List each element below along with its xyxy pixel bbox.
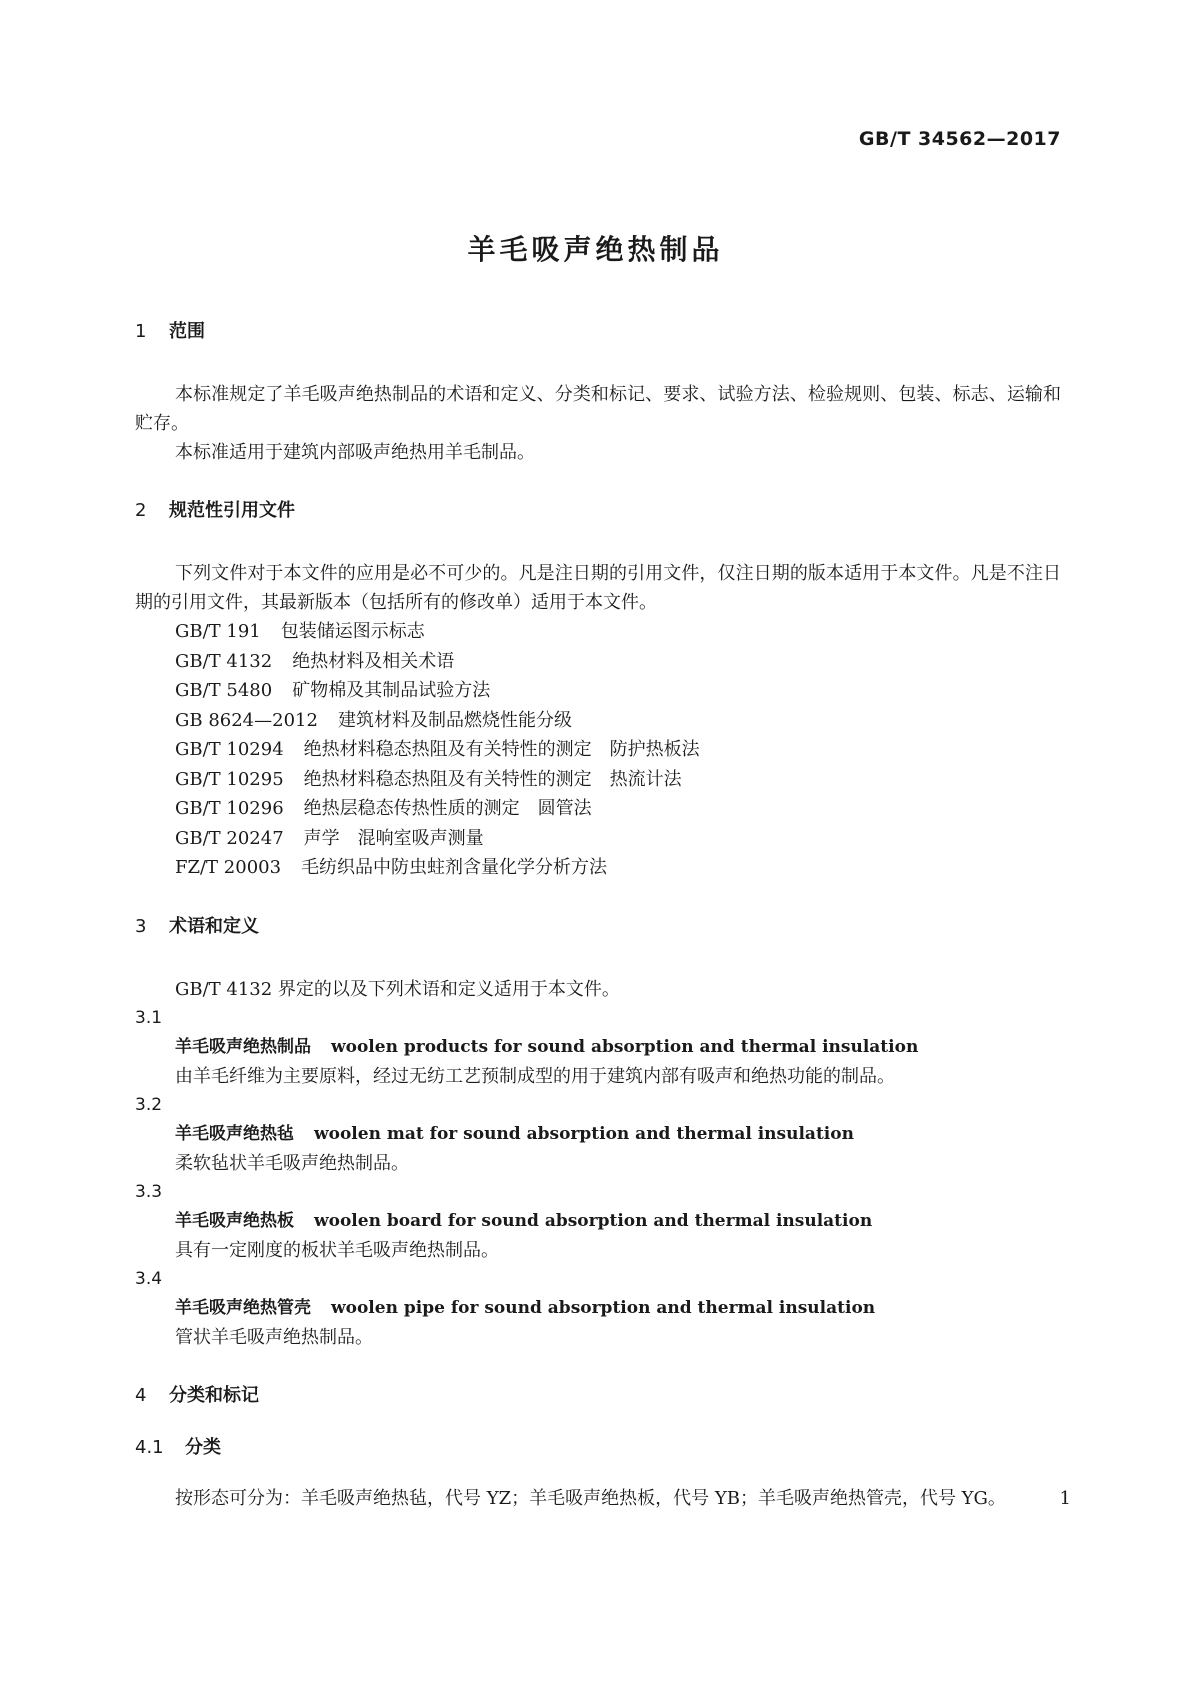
reference-title: 毛纺织品中防虫蛀剂含量化学分析方法 [301, 857, 608, 878]
term-title [135, 1294, 1061, 1323]
term-definition: 管状羊毛吸声绝热制品。 [175, 1326, 373, 1348]
reference-item [135, 853, 1061, 883]
section-number: 3 [135, 915, 147, 937]
paragraph: 下列文件对于本文件的应用是必不可少的。凡是注日期的引用文件，仅注日期的版本适用于本文件。凡是不注日期的引用文件，其最新版本（包括所有的修改单）适用于本文件。 [135, 563, 1061, 613]
reference-title: 矿物棉及其制品试验方法 [292, 680, 491, 701]
section-number: 2 [135, 500, 147, 521]
term-chinese: 羊毛吸声绝热制品 [175, 1036, 311, 1057]
section-heading [135, 913, 1061, 941]
term-number: 3.2 [135, 1094, 163, 1115]
reference-item [135, 706, 1061, 736]
term-definition: 具有一定刚度的板状羊毛吸声绝热制品。 [175, 1239, 499, 1261]
term-entry [135, 1004, 1061, 1091]
reference-code: FZ/T 20003 [175, 857, 282, 878]
reference-code: GB/T 4132 [175, 650, 273, 672]
subsection-heading [135, 1434, 1061, 1462]
reference-title: 声学 混响室吸声测量 [303, 827, 484, 849]
reference-item [135, 735, 1061, 765]
paragraph: GB/T 4132 界定的以及下列术语和定义适用于本文件。 [175, 978, 620, 1000]
term-definition: 柔软毡状羊毛吸声绝热制品。 [175, 1152, 409, 1174]
section-number: 1 [135, 321, 147, 342]
reference-item [135, 794, 1061, 824]
reference-title: 绝热材料及相关术语 [292, 650, 455, 672]
term-title [135, 1120, 1061, 1149]
term-chinese: 羊毛吸声绝热管壳 [175, 1297, 311, 1318]
term-chinese: 羊毛吸声绝热毡 [175, 1123, 294, 1144]
term-title [135, 1033, 1061, 1062]
section-heading [135, 497, 1061, 525]
reference-code: GB/T 10296 [175, 798, 284, 819]
paragraph: 本标准适用于建筑内部吸声绝热用羊毛制品。 [175, 442, 535, 463]
reference-code: GB/T 20247 [175, 827, 284, 849]
document-title: 羊毛吸声绝热制品 [467, 233, 724, 266]
document-body [135, 318, 1061, 1513]
term-english: woolen products for sound absorption and thermal insulation [331, 1036, 919, 1057]
reference-code: GB/T 191 [175, 621, 261, 642]
section-number: 4 [135, 1384, 147, 1406]
section-heading [135, 318, 1061, 346]
term-entry [135, 1265, 1061, 1352]
paragraph: 本标准规定了羊毛吸声绝热制品的术语和定义、分类和标记、要求、试验方法、检验规则、包装、标志、运输和贮存。 [135, 384, 1061, 434]
reference-item [135, 824, 1061, 854]
reference-code: GB/T 10295 [175, 768, 284, 790]
reference-item [135, 617, 1061, 647]
reference-title: 绝热层稳态传热性质的测定 圆管法 [303, 798, 592, 819]
term-entry [135, 1178, 1061, 1265]
page-number: 1 [1059, 1488, 1071, 1509]
term-definition: 由羊毛纤维为主要原料，经过无纺工艺预制成型的用于建筑内部有吸声和绝热功能的制品。 [175, 1065, 895, 1087]
term-english: woolen pipe for sound absorption and thermal insulation [331, 1297, 876, 1318]
term-title [135, 1207, 1061, 1236]
reference-title: 包装储运图示标志 [280, 621, 425, 642]
reference-code: GB 8624—2012 [175, 709, 318, 731]
reference-code: GB/T 5480 [175, 680, 273, 701]
term-english: woolen board for sound absorption and thermal insulation [314, 1210, 873, 1231]
subsection-number: 4.1 [135, 1436, 164, 1458]
reference-item [135, 676, 1061, 706]
term-english: woolen mat for sound absorption and thermal insulation [314, 1123, 854, 1144]
reference-title: 绝热材料稳态热阻及有关特性的测定 防护热板法 [303, 739, 700, 760]
paragraph: 按形态可分为：羊毛吸声绝热毡，代号 YZ；羊毛吸声绝热板，代号 YB；羊毛吸声绝热管壳，代号 YG。 [175, 1487, 1006, 1509]
reference-code: GB/T 10294 [175, 739, 284, 760]
term-number: 3.3 [135, 1181, 163, 1202]
term-chinese: 羊毛吸声绝热板 [175, 1210, 294, 1231]
standard-number: GB/T 34562—2017 [858, 128, 1061, 150]
section-heading [135, 1382, 1061, 1410]
reference-item [135, 647, 1061, 677]
reference-title: 建筑材料及制品燃烧性能分级 [337, 709, 572, 731]
reference-list [135, 617, 1061, 883]
section-title: 规范性引用文件 [169, 500, 295, 521]
section-title: 分类和标记 [169, 1384, 259, 1406]
term-number: 3.4 [135, 1268, 163, 1289]
term-entry [135, 1091, 1061, 1178]
reference-item [135, 765, 1061, 795]
section-title: 术语和定义 [169, 915, 259, 937]
subsection-title: 分类 [185, 1436, 221, 1458]
term-number: 3.1 [135, 1007, 163, 1028]
reference-title: 绝热材料稳态热阻及有关特性的测定 热流计法 [303, 768, 682, 790]
section-title: 范围 [169, 321, 205, 342]
